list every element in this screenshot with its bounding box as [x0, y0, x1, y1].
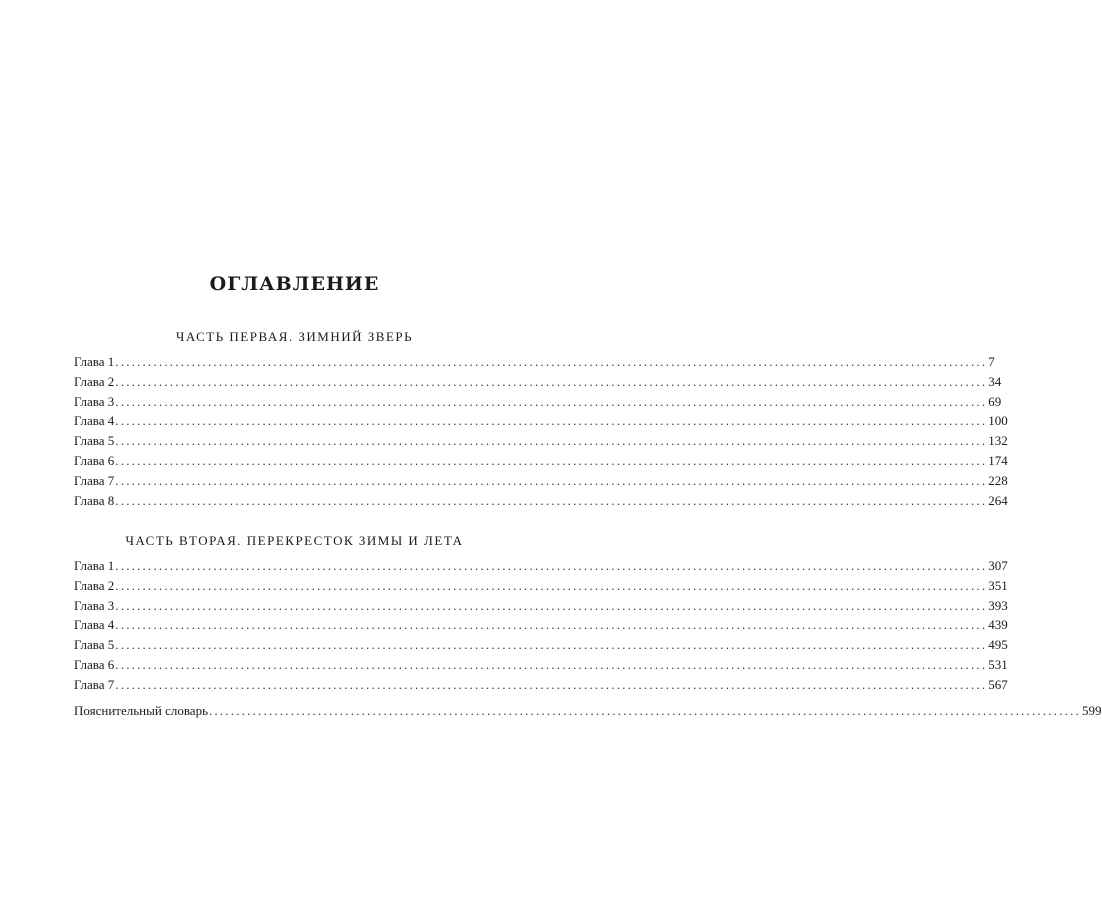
- glossary-toc: [74, 701, 1102, 721]
- toc-entry-label: Глава 5: [74, 433, 115, 449]
- part-two-toc: [74, 556, 1008, 695]
- toc-entry-label: Глава 6: [74, 452, 115, 468]
- toc-entry-label: Глава 2: [74, 373, 115, 389]
- toc-entry-label: Глава 1: [74, 558, 115, 573]
- toc-entry[interactable]: [74, 411, 1008, 431]
- toc-entry-label: Глава 3: [74, 597, 115, 613]
- toc-entry-page: 264: [988, 492, 1008, 508]
- toc-entry-page: 69: [988, 393, 1002, 409]
- toc-entry[interactable]: [74, 655, 1008, 675]
- leader-dots: ................................................................................................................................................................: [115, 452, 988, 468]
- leader-dots: ................................................................................................................................................................: [115, 373, 988, 389]
- toc-entry-label: Пояснительный словарь: [74, 703, 208, 718]
- toc-entry-page: 228: [988, 472, 1008, 488]
- part-two-heading: ЧАСТЬ ВТОРАЯ. ПЕРЕКРЕСТОК ЗИМЫ И ЛЕТА: [125, 533, 464, 548]
- toc-entry-label: Глава 4: [74, 617, 115, 633]
- toc-entry[interactable]: [74, 675, 1008, 695]
- toc-entry[interactable]: [74, 556, 1008, 576]
- toc-entry-page: 439: [988, 617, 1008, 633]
- toc-entry-page: 393: [988, 597, 1008, 613]
- leader-dots: ................................................................................................................................................................: [115, 492, 988, 508]
- toc-entry-label: Глава 3: [74, 393, 115, 409]
- leader-dots: ................................................................................................................................................................: [209, 703, 1081, 718]
- toc-entry-page: 495: [988, 637, 1008, 653]
- leader-dots: ................................................................................................................................................................: [115, 597, 988, 613]
- toc-entry-label: Глава 7: [74, 472, 115, 488]
- leader-dots: ................................................................................................................................................................: [115, 558, 988, 573]
- leader-dots: ................................................................................................................................................................: [115, 354, 988, 369]
- toc-entry-page: 174: [988, 452, 1008, 468]
- toc-entry-glossary[interactable]: [74, 701, 1102, 721]
- toc-entry-label: Глава 7: [74, 676, 115, 692]
- leader-dots: ................................................................................................................................................................: [115, 676, 988, 692]
- toc-entry[interactable]: [74, 635, 1008, 655]
- toc-entry-label: Глава 4: [74, 413, 115, 429]
- leader-dots: ................................................................................................................................................................: [115, 617, 988, 633]
- toc-entry[interactable]: [74, 615, 1008, 635]
- toc-entry-label: Глава 1: [74, 354, 115, 369]
- leader-dots: ................................................................................................................................................................: [115, 472, 988, 488]
- leader-dots: ................................................................................................................................................................: [115, 393, 988, 409]
- toc-entry[interactable]: [74, 451, 1008, 471]
- toc-entry[interactable]: [74, 471, 1008, 491]
- toc-entry[interactable]: [74, 576, 1008, 596]
- toc-entry-page: 351: [988, 577, 1008, 593]
- toc-entry-page: 100: [988, 413, 1008, 429]
- leader-dots: ................................................................................................................................................................: [115, 637, 988, 653]
- toc-entry-label: Глава 6: [74, 656, 115, 672]
- toc-entry[interactable]: [74, 352, 995, 372]
- toc-entry-page: 34: [988, 373, 1002, 389]
- leader-dots: ................................................................................................................................................................: [115, 656, 988, 672]
- toc-entry[interactable]: [74, 392, 1002, 412]
- leader-dots: ................................................................................................................................................................: [115, 413, 988, 429]
- toc-entry[interactable]: [74, 372, 1002, 392]
- part-one-toc: [74, 352, 1008, 510]
- toc-entry[interactable]: [74, 491, 1008, 511]
- toc-entry-page: 567: [988, 676, 1008, 692]
- leader-dots: ................................................................................................................................................................: [115, 433, 988, 449]
- toc-entry-page: 531: [988, 656, 1008, 672]
- toc-entry[interactable]: [74, 431, 1008, 451]
- toc-entry[interactable]: [74, 596, 1008, 616]
- part-one-heading: ЧАСТЬ ПЕРВАЯ. ЗИМНИЙ ЗВЕРЬ: [175, 329, 414, 344]
- toc-entry-page: 599: [1082, 703, 1102, 718]
- toc-entry-label: Глава 8: [74, 492, 115, 508]
- toc-entry-label: Глава 5: [74, 637, 115, 653]
- toc-entry-page: 307: [988, 558, 1008, 573]
- toc-entry-label: Глава 2: [74, 577, 115, 593]
- toc-entry-page: 132: [988, 433, 1008, 449]
- toc-entry-page: 7: [988, 354, 995, 369]
- page-title: ОГЛАВЛЕНИЕ: [209, 273, 380, 295]
- leader-dots: ................................................................................................................................................................: [115, 577, 988, 593]
